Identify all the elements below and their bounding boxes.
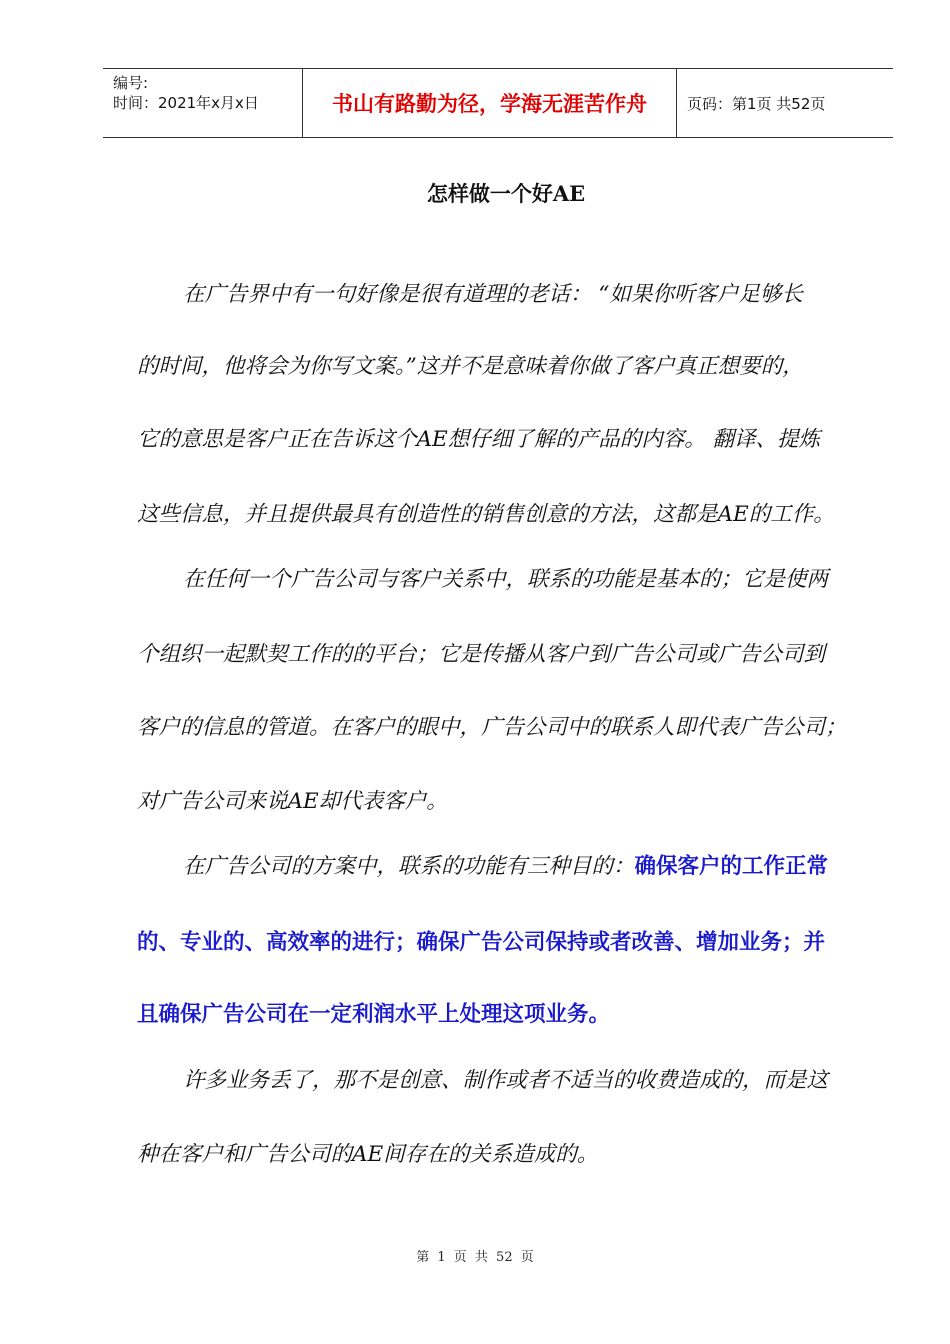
paragraph-1-line-3: 它的意思是客户正在告诉这个AE想仔细了解的产品的内容。 翻译、提炼 [137, 427, 821, 452]
number-label: 编号: [113, 74, 149, 92]
header-meta [103, 69, 303, 137]
paragraph-2-line-2: 个组织一起默契工作的的平台；它是传播从客户到广告公司或广告公司到 [137, 642, 826, 667]
time-label: 时间：2021年x月x日 [113, 94, 259, 112]
paragraph-4-line-2: 种在客户和广告公司的AE间存在的关系造成的。 [137, 1142, 599, 1167]
paragraph-2-line-4: 对广告公司来说AE却代表客户。 [137, 789, 448, 814]
paragraph-4-line-1: 许多业务丢了，那不是创意、制作或者不适当的收费造成的，而是这 [183, 1068, 829, 1093]
page-header [103, 68, 893, 138]
paragraph-1-line-4: 这些信息，并且提供最具有创造性的销售创意的方法，这都是AE的工作。 [137, 502, 835, 527]
paragraph-3-line-3: 且确保广告公司在一定利润水平上处理这项业务。 [137, 1002, 611, 1027]
paragraph-2-line-1: 在任何一个广告公司与客户关系中，联系的功能是基本的；它是使两 [183, 567, 829, 592]
paragraph-3-line-1 [183, 852, 828, 882]
paragraph-3-highlight: 确保客户的工作正常 [634, 854, 829, 879]
paragraph-2-line-3: 客户的信息的管道。在客户的眼中，广告公司中的联系人即代表广告公司； [137, 715, 847, 740]
paragraph-1-line-2: 的时间，他将会为你写文案。”这并不是意味着你做了客户真正想要的， [137, 354, 804, 379]
document-title: 怎样做一个好AE [426, 181, 586, 206]
header-motto: 书山有路勤为径，学海无涯苦作舟 [303, 69, 677, 137]
paragraph-3-prefix: 在广告公司的方案中，联系的功能有三种目的： [183, 854, 635, 879]
page-footer: 第 1 页 共 52 页 [416, 1250, 534, 1265]
paragraph-1-line-1: 在广告界中有一句好像是很有道理的老话： “如果你听客户足够长 [183, 282, 803, 307]
header-page-info: 页码：第1页 共52页 [687, 94, 826, 113]
paragraph-3-line-2: 的、专业的、高效率的进行；确保广告公司保持或者改善、增加业务；并 [137, 930, 826, 955]
